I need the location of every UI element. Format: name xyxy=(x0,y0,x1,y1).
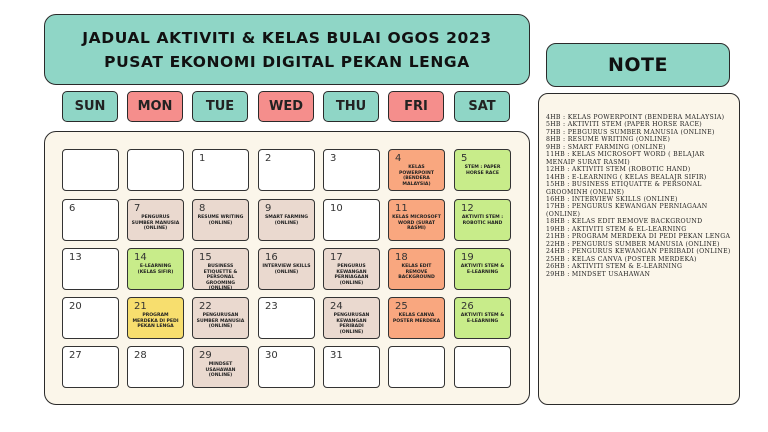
day-number: 13 xyxy=(69,252,82,263)
activity-label: PENGURUSAN SUMBER MANUSIA (ONLINE) xyxy=(196,313,245,330)
calendar-cell[interactable] xyxy=(323,149,380,191)
day-number: 25 xyxy=(395,301,408,312)
day-number: 3 xyxy=(330,153,337,164)
calendar-cell[interactable] xyxy=(62,346,119,388)
day-header-fri xyxy=(388,91,444,122)
day-number: 20 xyxy=(69,301,82,312)
note-line: 22HB : PENGURUS SUMBER MANUSIA (ONLINE) xyxy=(546,240,720,248)
calendar-grid xyxy=(44,131,530,405)
calendar-cell[interactable] xyxy=(258,149,315,191)
title-line-1: JADUAL AKTIVITI & KELAS BULAI OGOS 2023 xyxy=(82,28,492,47)
day-number: 31 xyxy=(330,350,343,361)
calendar-cell[interactable] xyxy=(258,199,315,241)
day-number: 6 xyxy=(69,203,76,214)
calendar-cell[interactable] xyxy=(62,297,119,339)
calendar-cell[interactable] xyxy=(258,248,315,290)
day-number: 1 xyxy=(199,153,206,164)
day-label: MON xyxy=(137,99,173,114)
day-label: WED xyxy=(268,99,303,114)
calendar-cell[interactable] xyxy=(192,297,249,339)
day-number: 28 xyxy=(134,350,147,361)
calendar-cell[interactable] xyxy=(127,149,184,191)
day-number: 21 xyxy=(134,301,147,312)
day-header-thu xyxy=(323,91,379,122)
calendar-cell[interactable] xyxy=(388,248,445,290)
calendar-cell[interactable] xyxy=(192,248,249,290)
day-number: 18 xyxy=(395,252,408,263)
note-title: NOTE xyxy=(608,54,668,76)
day-number: 30 xyxy=(265,350,278,361)
calendar-cell[interactable] xyxy=(454,297,511,339)
calendar-cell[interactable] xyxy=(127,199,184,241)
title-banner xyxy=(44,14,530,85)
calendar-cell[interactable] xyxy=(192,346,249,388)
activity-label: MINDSET USAHAWAN (ONLINE) xyxy=(205,362,236,379)
day-label: THU xyxy=(335,99,367,114)
calendar-cell[interactable] xyxy=(388,149,445,191)
calendar-cell[interactable] xyxy=(127,297,184,339)
activity-label: PENGURUS KEWANGAN PERNIAGAAN (ONLINE) xyxy=(334,264,369,286)
calendar-cell[interactable] xyxy=(62,199,119,241)
calendar-cell[interactable] xyxy=(62,248,119,290)
note-line: 15HB : BUSINESS ETIQUATTE & PERSONAL GROOMINH (ONLINE) xyxy=(546,181,702,196)
note-line: 11HB : KELAS MICROSOFT WORD ( BELAJAR MENAIP SURAT RASMI) xyxy=(546,151,705,166)
day-number: 12 xyxy=(461,203,474,214)
day-label: FRI xyxy=(404,99,428,114)
note-line: 18HB : KELAS EDIT REMOVE BACKGROUND xyxy=(546,218,703,226)
note-panel xyxy=(538,93,740,405)
activity-label: AKTIVITI STEM & E-LEARNING xyxy=(460,264,505,275)
note-line: 14HB : E-LEARNING ( KELAS BEALAJR SIFIR) xyxy=(546,173,707,181)
day-number: 16 xyxy=(265,252,278,263)
day-number: 29 xyxy=(199,350,212,361)
day-header-sat xyxy=(454,91,510,122)
note-line: 4HB : KELAS POWERPOINT (BENDERA MALAYSIA) xyxy=(546,114,725,121)
note-line: 16HB : INTERVIEW SKILLS (ONLINE) xyxy=(546,195,678,203)
activity-label: INTERVIEW SKILLS (ONLINE) xyxy=(262,264,311,275)
activity-label: BUSINESS ETIQUETTE & PERSONAL GROOMING (ONLINE) xyxy=(203,264,238,292)
day-label: TUE xyxy=(205,99,235,114)
day-label: SAT xyxy=(468,99,496,114)
activity-label: PROGRAM MERDEKA DI PEDI PEKAN LENGA xyxy=(132,313,179,330)
note-line: 29HB : MINDSET USAHAWAN xyxy=(546,270,651,278)
note-line: 19HB : AKTIVITI STEM & EL-LEARNING xyxy=(546,225,687,233)
day-number: 11 xyxy=(395,203,408,214)
day-label: SUN xyxy=(74,99,106,114)
activity-label: KELAS POWERPOINT (BENDERA MALAYSIA) xyxy=(399,165,434,187)
day-number: 10 xyxy=(330,203,343,214)
calendar-cell[interactable] xyxy=(388,297,445,339)
day-number: 22 xyxy=(199,301,212,312)
day-number: 19 xyxy=(461,252,474,263)
day-number: 2 xyxy=(265,153,272,164)
day-number: 17 xyxy=(330,252,343,263)
activity-label: E-LEARNING (KELAS SIFIR) xyxy=(137,264,174,275)
calendar-cell[interactable] xyxy=(258,346,315,388)
note-line: 21HB : PROGRAM MERDEKA DI PEDI PEKAN LENGA xyxy=(546,233,731,241)
day-header-tue xyxy=(192,91,248,122)
calendar-cell[interactable] xyxy=(454,346,511,388)
calendar-cell[interactable] xyxy=(323,199,380,241)
calendar-cell[interactable] xyxy=(388,346,445,388)
calendar-cell[interactable] xyxy=(323,297,380,339)
title-line-2: PUSAT EKONOMI DIGITAL PEKAN LENGA xyxy=(104,52,470,71)
day-number: 14 xyxy=(134,252,147,263)
note-line: 5HB : AKTIVITI STEM (PAPER HORSE RACE) xyxy=(546,121,703,129)
calendar-cell[interactable] xyxy=(192,149,249,191)
activity-label: SMART FARMING (ONLINE) xyxy=(264,215,309,226)
day-number: 8 xyxy=(199,203,206,214)
day-number: 23 xyxy=(265,301,278,312)
day-number: 9 xyxy=(265,203,272,214)
note-line: 26HB : AKTIVITI STEM & E-LEARNING xyxy=(546,263,683,271)
note-line: 12HB : AKTIVITI STEM (ROBOTIC HAND) xyxy=(546,166,691,174)
day-header-wed xyxy=(258,91,314,122)
activity-label: PENGURUSAN KEWANGAN PERIBADI (ONLINE) xyxy=(333,313,370,335)
calendar-cell[interactable] xyxy=(388,199,445,241)
day-number: 27 xyxy=(69,350,82,361)
activity-label: RESUME WRITING (ONLINE) xyxy=(197,215,244,226)
day-number: 24 xyxy=(330,301,343,312)
activity-label: KELAS EDIT REMOVE BACKGROUND xyxy=(398,264,435,281)
calendar-cell[interactable] xyxy=(454,149,511,191)
activity-label: AKTIVITI STEM & E-LEARNING xyxy=(460,313,505,324)
activity-label: STEM : PAPER HORSE RACE xyxy=(464,165,501,176)
calendar-cell[interactable] xyxy=(454,248,511,290)
activity-label: KELAS MICROSOFT WORD (SURAT RASMI) xyxy=(392,215,441,232)
calendar-cell[interactable] xyxy=(192,199,249,241)
activity-label: KELAS CANVA POSTER MERDEKA xyxy=(392,313,441,324)
calendar-cell[interactable] xyxy=(62,149,119,191)
note-line: 7HB : PEBGURUS SUMBER MANUSIA (ONLINE) xyxy=(546,128,715,136)
note-line: 9HB : SMART FARMING (ONLINE) xyxy=(546,143,666,151)
calendar-cell[interactable] xyxy=(454,199,511,241)
calendar-cell[interactable] xyxy=(127,346,184,388)
day-number: 4 xyxy=(395,153,402,164)
activity-label: PENGURUS SUMBER MANUSIA (ONLINE) xyxy=(131,215,180,232)
note-line: 25HB : KELAS CANVA (POSTER MERDEKA) xyxy=(546,255,697,263)
note-header xyxy=(546,43,730,87)
activity-label: AKTIVITI STEM : ROBOTIC HAND xyxy=(461,215,504,226)
day-number: 15 xyxy=(199,252,212,263)
day-number: 26 xyxy=(461,301,474,312)
calendar-cell[interactable] xyxy=(258,297,315,339)
day-header-mon xyxy=(127,91,183,122)
note-line: 24HB : PENGURUS KEWANGAN PERIBADI (ONLINE) xyxy=(546,248,731,256)
note-line: 8HB : RESUME WRITING (ONLINE) xyxy=(546,136,671,144)
day-header-sun xyxy=(62,91,118,122)
calendar-cell[interactable] xyxy=(127,248,184,290)
calendar-cell[interactable] xyxy=(323,346,380,388)
note-line: 17HB : PENGURUS KEWANGAN PERNIAGAAN (ONLINE) xyxy=(546,203,708,218)
calendar-cell[interactable] xyxy=(323,248,380,290)
day-number: 5 xyxy=(461,153,468,164)
day-number: 7 xyxy=(134,203,141,214)
